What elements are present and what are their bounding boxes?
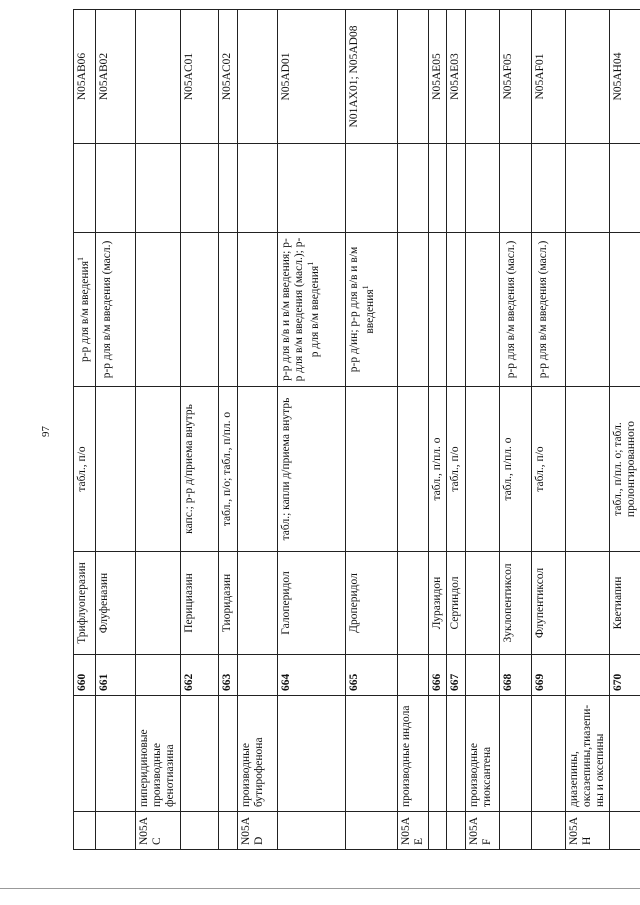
dosage-form-text: табл., п/о; табл., п/пл. о <box>220 411 233 527</box>
drug-name-cell <box>180 552 218 655</box>
row-number-cell <box>429 655 447 696</box>
atc-group-name-cell <box>531 696 565 812</box>
row-number-cell <box>499 655 531 696</box>
atc-code-cell <box>136 10 181 144</box>
injection-form-cell <box>465 233 499 387</box>
atc-code-cell <box>465 10 499 144</box>
injection-form-cell <box>136 233 181 387</box>
dosage-form-cell <box>397 387 428 552</box>
row-number-text: 670 <box>612 673 625 691</box>
atc-group-name-cell <box>218 696 237 812</box>
table-row <box>96 10 136 850</box>
dosage-form-text: табл., п/пл. о; табл. пролонгированного <box>612 420 638 518</box>
dosage-form-cell <box>447 387 465 552</box>
dosage-form-text: табл., п/пл. о <box>431 437 444 501</box>
atc-group-name-text: производные индола <box>399 705 412 807</box>
atc-group-code-text: N05AH <box>567 816 593 845</box>
atc-code-cell <box>397 10 428 144</box>
drug-name-cell <box>447 552 465 655</box>
dosage-form-text: табл., п/о <box>449 446 462 492</box>
atc-code-text: N05AH04 <box>612 52 625 101</box>
empty-cell <box>429 144 447 233</box>
atc-group-code-cell <box>429 812 447 850</box>
atc-code-cell <box>345 10 397 144</box>
empty-cell <box>180 144 218 233</box>
page-number: 97 <box>40 426 52 437</box>
drug-name-cell <box>465 552 499 655</box>
row-number-text: 662 <box>182 673 195 691</box>
drug-name-cell <box>499 552 531 655</box>
drug-name-cell <box>218 552 237 655</box>
table-row <box>447 10 465 850</box>
table-row <box>277 10 345 850</box>
dosage-form-cell <box>277 387 345 552</box>
injection-form-cell <box>397 233 428 387</box>
atc-group-name-cell <box>96 696 136 812</box>
atc-group-code-cell <box>610 812 640 850</box>
row-number-cell <box>277 655 345 696</box>
drug-name-cell <box>96 552 136 655</box>
atc-code-text: N05AC01 <box>182 52 195 101</box>
drug-name-cell <box>237 552 277 655</box>
drug-name-text: Галоперидол <box>279 571 292 635</box>
atc-group-code-text: N05AC <box>138 816 164 845</box>
empty-cell <box>74 144 96 233</box>
injection-form-cell <box>610 233 640 387</box>
footnote-marker: 1 <box>306 261 316 266</box>
injection-form-cell <box>96 233 136 387</box>
atc-code-cell <box>277 10 345 144</box>
dosage-form-cell <box>218 387 237 552</box>
atc-group-name-cell <box>499 696 531 812</box>
dosage-form-cell <box>96 387 136 552</box>
dosage-form-cell <box>499 387 531 552</box>
atc-group-name-cell <box>465 696 499 812</box>
atc-group-code-cell <box>531 812 565 850</box>
atc-code-cell <box>499 10 531 144</box>
dosage-form-cell <box>610 387 640 552</box>
empty-cell <box>397 144 428 233</box>
injection-form-cell <box>429 233 447 387</box>
injection-form-cell <box>531 233 565 387</box>
empty-cell <box>610 144 640 233</box>
dosage-form-text: табл.; капли д/приема внутрь <box>279 397 292 541</box>
injection-form-cell <box>277 233 345 387</box>
atc-code-text: N05AF01 <box>533 53 546 100</box>
atc-group-code-text: N05AE <box>399 816 425 845</box>
atc-group-name-text: производные бутирофенона <box>239 737 265 807</box>
injection-form-cell <box>237 233 277 387</box>
dosage-form-text: табл., п/пл. о <box>501 437 514 501</box>
row-number-text: 661 <box>98 673 110 691</box>
atc-group-code-cell <box>565 812 610 850</box>
injection-form-text: р-р для в/м введения (масл.) <box>536 240 549 379</box>
dosage-form-cell <box>531 387 565 552</box>
injection-form-text: р-р для в/м введения (масл.) <box>504 240 517 379</box>
atc-code-cell <box>447 10 465 144</box>
drug-name-cell <box>429 552 447 655</box>
drug-name-text: Кветиапин <box>612 576 625 630</box>
atc-group-code-text: N05AF <box>467 816 493 845</box>
atc-group-name-cell <box>565 696 610 812</box>
row-number-cell <box>565 655 610 696</box>
atc-group-code-cell <box>447 812 465 850</box>
atc-group-code-cell <box>237 812 277 850</box>
injection-form-cell <box>447 233 465 387</box>
atc-code-cell <box>429 10 447 144</box>
row-number-cell <box>218 655 237 696</box>
injection-form-text: р-р для в/м введения (масл.) <box>100 240 113 379</box>
atc-group-code-cell <box>180 812 218 850</box>
drug-name-text: Перициазин <box>182 573 195 633</box>
dosage-form-cell <box>237 387 277 552</box>
row-number-cell <box>465 655 499 696</box>
atc-group-code-cell <box>499 812 531 850</box>
row-number-text: 667 <box>449 673 462 691</box>
atc-code-cell <box>565 10 610 144</box>
atc-group-name-text: пиперидиновые производные фенотиазина <box>138 729 177 807</box>
atc-code-text: N05AB06 <box>76 52 88 101</box>
dosage-form-cell <box>180 387 218 552</box>
atc-group-name-cell <box>136 696 181 812</box>
drug-name-cell <box>345 552 397 655</box>
injection-form-text: р-р для в/м введения <box>78 260 91 363</box>
table-row <box>74 10 96 850</box>
dosage-form-cell <box>136 387 181 552</box>
empty-cell <box>96 144 136 233</box>
atc-group-code-cell <box>277 812 345 850</box>
table-row <box>531 10 565 850</box>
rotated-table-page <box>73 10 638 850</box>
injection-form-cell <box>74 233 96 387</box>
drug-table <box>73 9 640 850</box>
row-number-cell <box>447 655 465 696</box>
atc-code-cell <box>74 10 96 144</box>
row-number-cell <box>136 655 181 696</box>
empty-cell <box>447 144 465 233</box>
injection-form-text: р-р для в/в и в/м введения; р-р для в/м введения (масл.); р-р для в/м введения <box>279 237 321 382</box>
injection-form-cell <box>180 233 218 387</box>
row-number-cell <box>74 655 96 696</box>
drug-name-cell <box>531 552 565 655</box>
injection-form-cell <box>565 233 610 387</box>
drug-name-text: Флуфеназин <box>98 572 110 634</box>
row-number-text: 664 <box>279 673 292 691</box>
table-row <box>218 10 237 850</box>
atc-group-name-cell <box>610 696 640 812</box>
table-row <box>397 10 428 850</box>
atc-group-code-cell <box>74 812 96 850</box>
footnote-marker: 1 <box>76 256 85 261</box>
atc-code-cell <box>610 10 640 144</box>
empty-cell <box>531 144 565 233</box>
atc-group-name-text: производные тиоксантена <box>467 743 493 807</box>
row-number-text: 669 <box>533 673 546 691</box>
atc-group-name-cell <box>74 696 96 812</box>
atc-group-code-cell <box>218 812 237 850</box>
atc-group-name-cell <box>447 696 465 812</box>
drug-name-cell <box>397 552 428 655</box>
row-number-cell <box>345 655 397 696</box>
atc-code-text: N05AD01 <box>279 52 292 101</box>
empty-cell <box>277 144 345 233</box>
row-number-cell <box>180 655 218 696</box>
row-number-cell <box>531 655 565 696</box>
atc-group-name-cell <box>429 696 447 812</box>
row-number-text: 668 <box>501 673 514 691</box>
atc-code-cell <box>96 10 136 144</box>
injection-form-cell <box>345 233 397 387</box>
row-number-cell <box>397 655 428 696</box>
drug-name-cell <box>565 552 610 655</box>
empty-cell <box>136 144 181 233</box>
atc-group-code-cell <box>465 812 499 850</box>
atc-group-name-cell <box>345 696 397 812</box>
dosage-form-text: табл., п/о <box>533 446 546 492</box>
atc-code-cell <box>237 10 277 144</box>
table-row <box>180 10 218 850</box>
atc-code-text: N05AB02 <box>98 52 110 101</box>
atc-group-name-cell <box>180 696 218 812</box>
dosage-form-cell <box>465 387 499 552</box>
atc-code-text: N05AE05 <box>431 53 444 100</box>
injection-form-text: р-р д/ин; р-р для в/в и в/м введения <box>347 246 376 373</box>
table-row <box>465 10 499 850</box>
drug-name-cell <box>277 552 345 655</box>
table-row <box>429 10 447 850</box>
table-row <box>136 10 181 850</box>
row-number-text: 665 <box>347 673 360 691</box>
atc-code-cell <box>218 10 237 144</box>
drug-name-text: Флупентиксол <box>533 567 546 639</box>
table-row <box>345 10 397 850</box>
empty-cell <box>237 144 277 233</box>
footnote-marker: 1 <box>360 285 370 290</box>
empty-cell <box>345 144 397 233</box>
drug-name-cell <box>74 552 96 655</box>
row-number-text: 663 <box>220 673 233 691</box>
empty-cell <box>565 144 610 233</box>
drug-name-text: Трифлуоперазин <box>76 562 88 644</box>
atc-code-text: N05AC02 <box>220 52 233 101</box>
atc-group-name-cell <box>277 696 345 812</box>
injection-form-cell <box>218 233 237 387</box>
drug-name-text: Сертиндол <box>449 576 462 630</box>
drug-name-text: Тиоридазин <box>220 573 233 633</box>
drug-name-cell <box>610 552 640 655</box>
dosage-form-text: табл., п/о <box>76 446 88 492</box>
row-number-cell <box>96 655 136 696</box>
atc-group-name-cell <box>237 696 277 812</box>
table-row <box>565 10 610 850</box>
row-number-cell <box>237 655 277 696</box>
atc-code-cell <box>531 10 565 144</box>
dosage-form-cell <box>74 387 96 552</box>
atc-code-text: N05AE03 <box>449 53 462 100</box>
atc-group-code-cell <box>96 812 136 850</box>
drug-name-text: Зуклопентиксол <box>501 563 514 643</box>
dosage-form-text: капс.; р-р д/приема внутрь <box>182 404 195 534</box>
drug-name-text: Дроперидол <box>347 573 360 633</box>
row-number-cell <box>610 655 640 696</box>
empty-cell <box>499 144 531 233</box>
atc-group-code-cell <box>345 812 397 850</box>
row-number-text: 660 <box>76 673 88 691</box>
empty-cell <box>465 144 499 233</box>
atc-code-cell <box>180 10 218 144</box>
atc-group-name-cell <box>397 696 428 812</box>
atc-group-name-text: диазепины, оксазепины,тиазепи-ны и оксепины <box>567 704 606 807</box>
atc-code-text: N05AF05 <box>501 53 514 100</box>
drug-name-cell <box>136 552 181 655</box>
atc-group-code-text: N05AD <box>239 816 265 845</box>
atc-group-code-cell <box>136 812 181 850</box>
dosage-form-cell <box>345 387 397 552</box>
injection-form-cell <box>499 233 531 387</box>
bottom-rule <box>0 888 640 889</box>
atc-code-text: N01AX01; N05AD08 <box>347 25 360 128</box>
atc-group-code-cell <box>397 812 428 850</box>
dosage-form-cell <box>429 387 447 552</box>
table-row <box>610 10 640 850</box>
table-row <box>237 10 277 850</box>
row-number-text: 666 <box>431 673 444 691</box>
dosage-form-cell <box>565 387 610 552</box>
drug-name-text: Луразидон <box>431 576 444 630</box>
table-row <box>499 10 531 850</box>
empty-cell <box>218 144 237 233</box>
